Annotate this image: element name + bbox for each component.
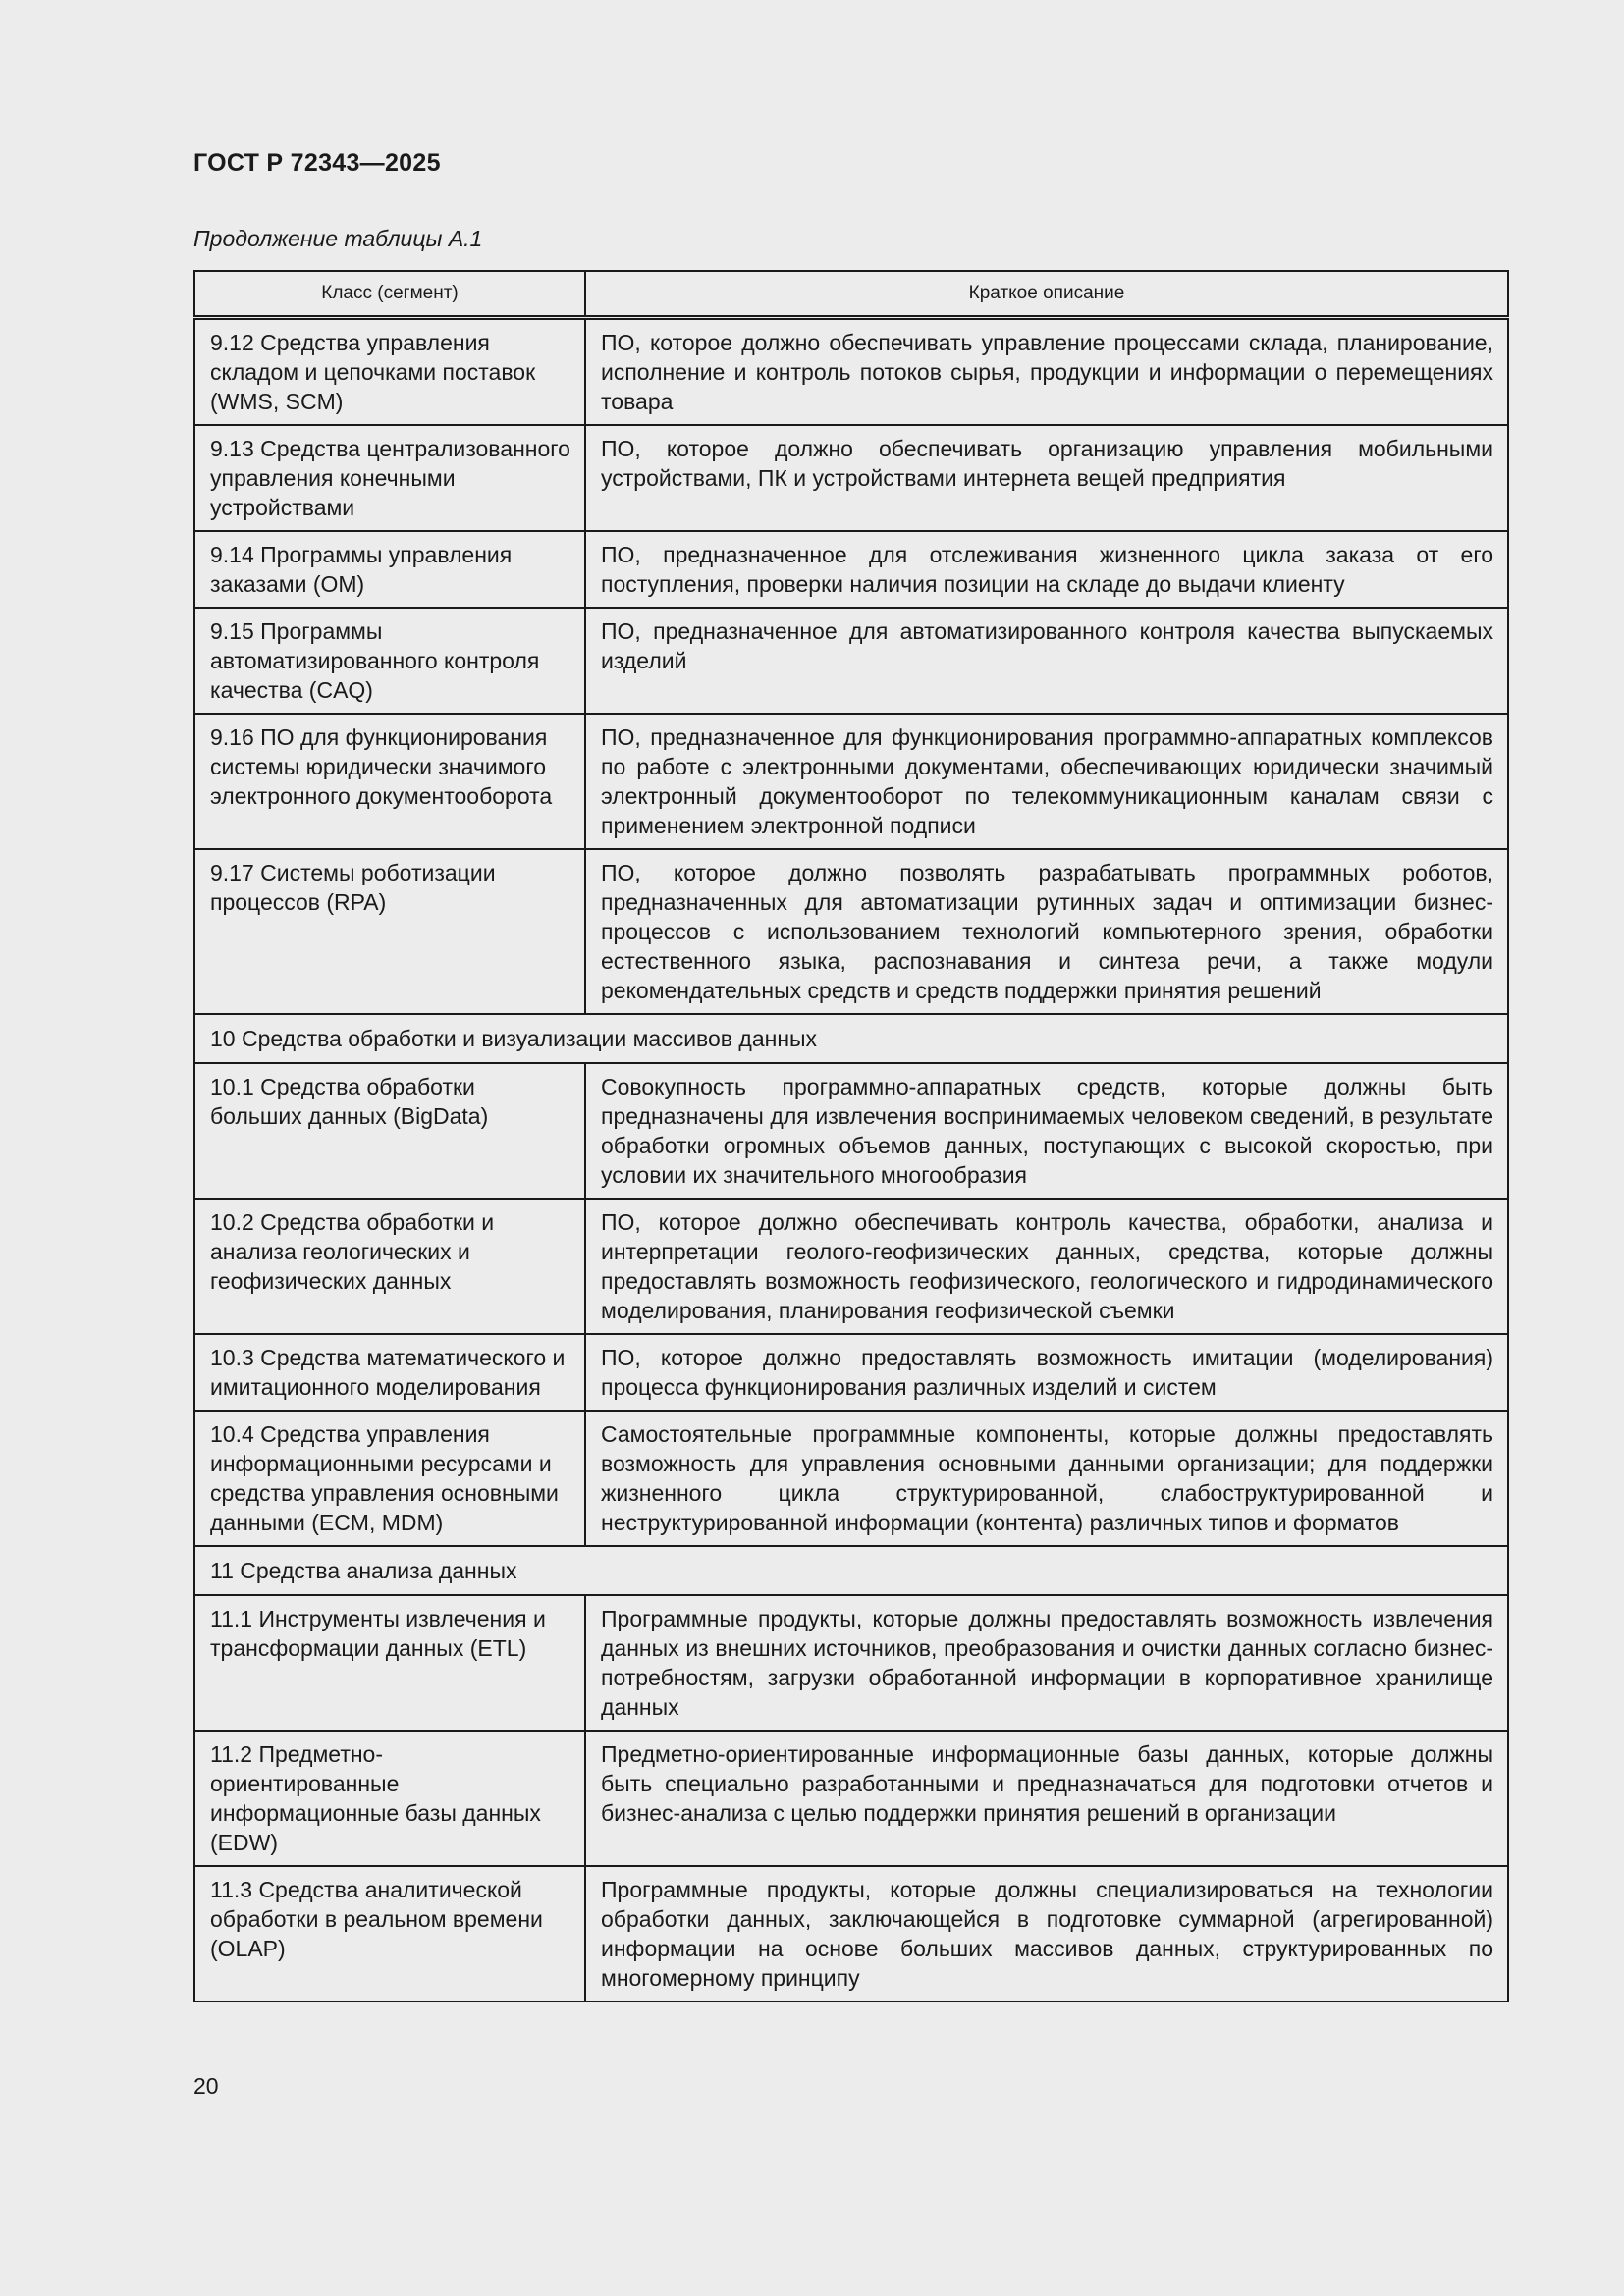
section-row (194, 1014, 1508, 1063)
class-cell: 9.17 Системы роботизации процессов (RPA) (194, 849, 585, 1014)
class-cell: 11.1 Инструменты извлечения и трансформации данных (ETL) (194, 1595, 585, 1731)
document-code: ГОСТ Р 72343—2025 (193, 149, 441, 177)
description-cell: Программные продукты, которые должны специализироваться на технологии обработки данных, заключающейся в подготовке суммарной (агрегированной) информации на основе больших массивов данных, структурированных по многомерному принципу (585, 1866, 1508, 2002)
class-cell: 9.12 Средства управления складом и цепочками поставок (WMS, SCM) (194, 318, 585, 426)
page-number: 20 (193, 2073, 219, 2099)
table-row (194, 849, 1508, 1014)
description-cell: Программные продукты, которые должны предоставлять возможность извлечения данных из внешних источников, преобразования и очистки данных согласно бизнес-потребностям, загрузки обработанной информации в корпоративное хранилище данных (585, 1595, 1508, 1731)
class-cell: 9.16 ПО для функционирования системы юридически значимого электронного документооборота (194, 714, 585, 849)
table-row (194, 1199, 1508, 1334)
class-cell: 11.2 Предметно-ориентированные информационные базы данных (EDW) (194, 1731, 585, 1866)
table-row (194, 318, 1508, 426)
description-cell: Самостоятельные программные компоненты, которые должны предоставлять возможность для управления основными данными организации; для поддержки жизненного цикла структурированной, слабоструктурированной и неструктурированной информации (контента) различных типов и форматов (585, 1411, 1508, 1546)
table-row (194, 1411, 1508, 1546)
description-cell: ПО, предназначенное для отслеживания жизненного цикла заказа от его поступления, проверки наличия позиции на складе до выдачи клиенту (585, 531, 1508, 608)
table-row (194, 425, 1508, 531)
class-cell: 10.2 Средства обработки и анализа геологических и геофизических данных (194, 1199, 585, 1334)
class-cell: 9.13 Средства централизованного управления конечными устройствами (194, 425, 585, 531)
table-row (194, 1334, 1508, 1411)
section-heading: 10 Средства обработки и визуализации массивов данных (194, 1014, 1508, 1063)
table-row (194, 1595, 1508, 1731)
table-caption: Продолжение таблицы А.1 (193, 226, 483, 251)
table-row (194, 608, 1508, 714)
table-row (194, 1063, 1508, 1199)
description-cell: Предметно-ориентированные информационные базы данных, которые должны быть специально разработанными и предназначаться для подготовки отчетов и бизнес-анализа с целью поддержки принятия решений в организации (585, 1731, 1508, 1866)
classification-table (193, 270, 1509, 2002)
class-cell: 11.3 Средства аналитической обработки в реальном времени (OLAP) (194, 1866, 585, 2002)
description-cell: ПО, которое должно позволять разрабатывать программных роботов, предназначенных для автоматизации рутинных задач и оптимизации бизнес-процессов с использованием технологий компьютерного зрения, обработки естественного языка, распознавания и синтеза речи, а также модули рекомендательных средств и средств поддержки принятия решений (585, 849, 1508, 1014)
description-cell: ПО, которое должно обеспечивать контроль качества, обработки, анализа и интерпретации геолого-геофизических данных, средства, которые должны предоставлять возможность геофизического, геологического и гидродинамического моделирования, планирования геофизической съемки (585, 1199, 1508, 1334)
description-cell: ПО, предназначенное для функционирования программно-аппаратных комплексов по работе с электронными документами, обеспечивающих юридически значимый электронный документооборот по телекоммуникационным каналам связи с применением электронной подписи (585, 714, 1508, 849)
section-heading: 11 Средства анализа данных (194, 1546, 1508, 1595)
column-header-class: Класс (сегмент) (194, 271, 585, 318)
column-header-description: Краткое описание (585, 271, 1508, 318)
class-cell: 9.14 Программы управления заказами (OM) (194, 531, 585, 608)
description-cell: ПО, которое должно обеспечивать управление процессами склада, планирование, исполнение и контроль потоков сырья, продукции и информации о перемещениях товара (585, 318, 1508, 426)
class-cell: 10.3 Средства математического и имитационного моделирования (194, 1334, 585, 1411)
class-cell: 9.15 Программы автоматизированного контроля качества (CAQ) (194, 608, 585, 714)
class-cell: 10.4 Средства управления информационными ресурсами и средства управления основными данными (ECM, MDM) (194, 1411, 585, 1546)
description-cell: ПО, предназначенное для автоматизированного контроля качества выпускаемых изделий (585, 608, 1508, 714)
table-header-row (194, 271, 1508, 318)
table-row (194, 531, 1508, 608)
table-body (194, 318, 1508, 2002)
description-cell: Совокупность программно-аппаратных средств, которые должны быть предназначены для извлечения воспринимаемых человеком сведений, в результате обработки огромных объемов данных, поступающих с высокой скоростью, при условии их значительного многообразия (585, 1063, 1508, 1199)
section-row (194, 1546, 1508, 1595)
table-row (194, 714, 1508, 849)
description-cell: ПО, которое должно обеспечивать организацию управления мобильными устройствами, ПК и устройствами интернета вещей предприятия (585, 425, 1508, 531)
description-cell: ПО, которое должно предоставлять возможность имитации (моделирования) процесса функционирования различных изделий и систем (585, 1334, 1508, 1411)
class-cell: 10.1 Средства обработки больших данных (BigData) (194, 1063, 585, 1199)
table-row (194, 1866, 1508, 2002)
table-row (194, 1731, 1508, 1866)
